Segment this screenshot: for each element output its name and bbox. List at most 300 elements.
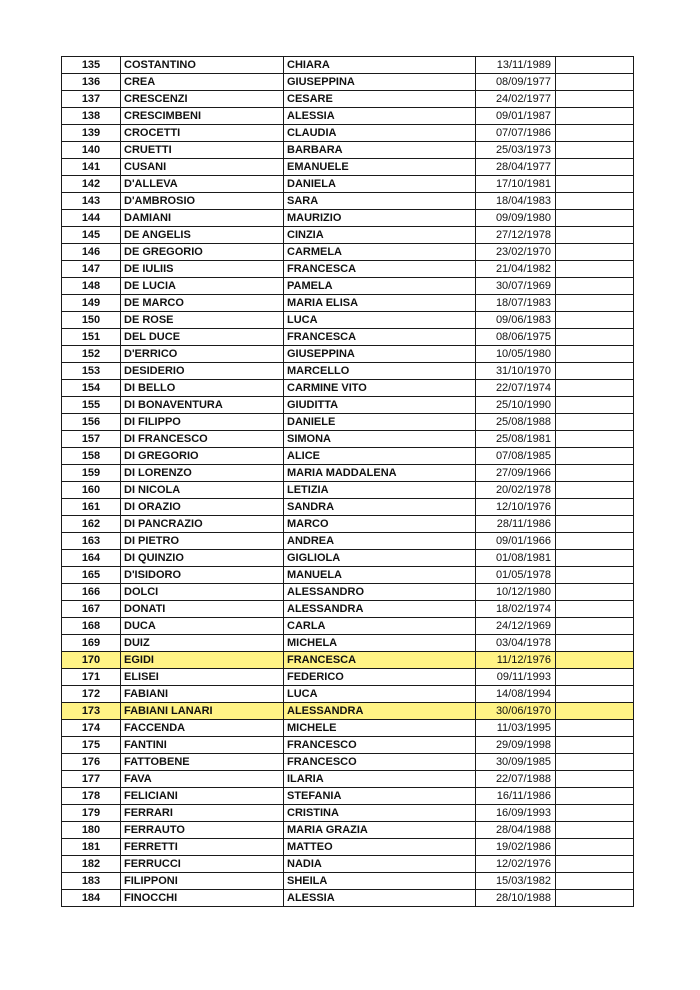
first-name-cell: DANIELE — [284, 414, 476, 431]
birth-date-cell: 14/08/1994 — [476, 686, 556, 703]
first-name-cell: STEFANIA — [284, 788, 476, 805]
table-row — [62, 278, 634, 295]
first-name-cell: MARCO — [284, 516, 476, 533]
birth-date-cell: 25/10/1990 — [476, 397, 556, 414]
first-name-cell: ALICE — [284, 448, 476, 465]
first-name-cell: FRANCESCO — [284, 737, 476, 754]
empty-cell — [556, 516, 634, 533]
birth-date-cell: 10/05/1980 — [476, 346, 556, 363]
row-number: 176 — [62, 754, 121, 771]
surname-cell: DEL DUCE — [121, 329, 284, 346]
surname-cell: FILIPPONI — [121, 873, 284, 890]
surname-cell: DI PIETRO — [121, 533, 284, 550]
empty-cell — [556, 244, 634, 261]
birth-date-cell: 09/01/1966 — [476, 533, 556, 550]
empty-cell — [556, 669, 634, 686]
birth-date-cell: 20/02/1978 — [476, 482, 556, 499]
first-name-cell: CARMINE VITO — [284, 380, 476, 397]
birth-date-cell: 25/03/1973 — [476, 142, 556, 159]
empty-cell — [556, 193, 634, 210]
empty-cell — [556, 720, 634, 737]
table-row — [62, 363, 634, 380]
birth-date-cell: 15/03/1982 — [476, 873, 556, 890]
birth-date-cell: 12/10/1976 — [476, 499, 556, 516]
table-row-highlighted — [62, 652, 634, 669]
row-number: 156 — [62, 414, 121, 431]
surname-cell: D'ISIDORO — [121, 567, 284, 584]
first-name-cell: ALESSIA — [284, 890, 476, 907]
first-name-cell: MARIA ELISA — [284, 295, 476, 312]
empty-cell — [556, 686, 634, 703]
row-number: 157 — [62, 431, 121, 448]
first-name-cell: CARLA — [284, 618, 476, 635]
birth-date-cell: 28/10/1988 — [476, 890, 556, 907]
row-number: 169 — [62, 635, 121, 652]
first-name-cell: MATTEO — [284, 839, 476, 856]
first-name-cell: MARIA GRAZIA — [284, 822, 476, 839]
empty-cell — [556, 227, 634, 244]
surname-cell: DONATI — [121, 601, 284, 618]
table-row — [62, 805, 634, 822]
first-name-cell: ANDREA — [284, 533, 476, 550]
empty-cell — [556, 771, 634, 788]
surname-cell: CRESCENZI — [121, 91, 284, 108]
first-name-cell: GIGLIOLA — [284, 550, 476, 567]
surname-cell: DI BELLO — [121, 380, 284, 397]
surname-cell: DI QUINZIO — [121, 550, 284, 567]
empty-cell — [556, 210, 634, 227]
table-row — [62, 788, 634, 805]
row-number: 136 — [62, 74, 121, 91]
surname-cell: DE ANGELIS — [121, 227, 284, 244]
table-row — [62, 890, 634, 907]
first-name-cell: GIUSEPPINA — [284, 74, 476, 91]
empty-cell — [556, 125, 634, 142]
birth-date-cell: 11/03/1995 — [476, 720, 556, 737]
row-number: 147 — [62, 261, 121, 278]
empty-cell — [556, 499, 634, 516]
row-number: 160 — [62, 482, 121, 499]
surname-cell: DUCA — [121, 618, 284, 635]
row-number: 174 — [62, 720, 121, 737]
empty-cell — [556, 584, 634, 601]
first-name-cell: ALESSIA — [284, 108, 476, 125]
table-row — [62, 720, 634, 737]
surname-cell: DI FILIPPO — [121, 414, 284, 431]
first-name-cell: NADIA — [284, 856, 476, 873]
table-row — [62, 414, 634, 431]
table-row — [62, 601, 634, 618]
first-name-cell: LUCA — [284, 686, 476, 703]
surname-cell: FERRAUTO — [121, 822, 284, 839]
table-row — [62, 74, 634, 91]
row-number: 145 — [62, 227, 121, 244]
table-row — [62, 839, 634, 856]
birth-date-cell: 19/02/1986 — [476, 839, 556, 856]
empty-cell — [556, 159, 634, 176]
first-name-cell: CRISTINA — [284, 805, 476, 822]
row-number: 142 — [62, 176, 121, 193]
empty-cell — [556, 142, 634, 159]
first-name-cell: ALESSANDRA — [284, 601, 476, 618]
first-name-cell: FEDERICO — [284, 669, 476, 686]
table-row — [62, 57, 634, 74]
birth-date-cell: 28/04/1988 — [476, 822, 556, 839]
row-number: 165 — [62, 567, 121, 584]
table-row — [62, 193, 634, 210]
birth-date-cell: 21/04/1982 — [476, 261, 556, 278]
surname-cell: DOLCI — [121, 584, 284, 601]
first-name-cell: BARBARA — [284, 142, 476, 159]
surname-cell: FERRARI — [121, 805, 284, 822]
table-row — [62, 295, 634, 312]
surname-cell: D'ALLEVA — [121, 176, 284, 193]
table-row — [62, 567, 634, 584]
table-row — [62, 482, 634, 499]
empty-cell — [556, 346, 634, 363]
first-name-cell: MARIA MADDALENA — [284, 465, 476, 482]
row-number: 148 — [62, 278, 121, 295]
birth-date-cell: 09/11/1993 — [476, 669, 556, 686]
birth-date-cell: 08/09/1977 — [476, 74, 556, 91]
birth-date-cell: 25/08/1981 — [476, 431, 556, 448]
surname-cell: DESIDERIO — [121, 363, 284, 380]
birth-date-cell: 18/02/1974 — [476, 601, 556, 618]
empty-cell — [556, 465, 634, 482]
birth-date-cell: 12/02/1976 — [476, 856, 556, 873]
row-number: 172 — [62, 686, 121, 703]
row-number: 182 — [62, 856, 121, 873]
empty-cell — [556, 805, 634, 822]
empty-cell — [556, 380, 634, 397]
table-row — [62, 737, 634, 754]
first-name-cell: FRANCESCA — [284, 329, 476, 346]
table-row — [62, 329, 634, 346]
row-number: 139 — [62, 125, 121, 142]
birth-date-cell: 28/11/1986 — [476, 516, 556, 533]
first-name-cell: ALESSANDRA — [284, 703, 476, 720]
first-name-cell: GIUSEPPINA — [284, 346, 476, 363]
empty-cell — [556, 176, 634, 193]
table-row-highlighted — [62, 703, 634, 720]
table-row — [62, 142, 634, 159]
table-row — [62, 397, 634, 414]
empty-cell — [556, 618, 634, 635]
surname-cell: D'AMBROSIO — [121, 193, 284, 210]
birth-date-cell: 11/12/1976 — [476, 652, 556, 669]
birth-date-cell: 07/07/1986 — [476, 125, 556, 142]
row-number: 179 — [62, 805, 121, 822]
row-number: 167 — [62, 601, 121, 618]
table-row — [62, 754, 634, 771]
surname-cell: D'ERRICO — [121, 346, 284, 363]
surname-cell: CROCETTI — [121, 125, 284, 142]
row-number: 162 — [62, 516, 121, 533]
surname-cell: DI FRANCESCO — [121, 431, 284, 448]
empty-cell — [556, 431, 634, 448]
surname-cell: DI NICOLA — [121, 482, 284, 499]
birth-date-cell: 09/01/1987 — [476, 108, 556, 125]
row-number: 154 — [62, 380, 121, 397]
table-row — [62, 635, 634, 652]
row-number: 183 — [62, 873, 121, 890]
table-row — [62, 261, 634, 278]
row-number: 181 — [62, 839, 121, 856]
surname-cell: EGIDI — [121, 652, 284, 669]
empty-cell — [556, 363, 634, 380]
birth-date-cell: 07/08/1985 — [476, 448, 556, 465]
empty-cell — [556, 108, 634, 125]
table-row — [62, 465, 634, 482]
birth-date-cell: 30/06/1970 — [476, 703, 556, 720]
surname-cell: DE IULIIS — [121, 261, 284, 278]
surname-cell: FACCENDA — [121, 720, 284, 737]
first-name-cell: MICHELE — [284, 720, 476, 737]
first-name-cell: EMANUELE — [284, 159, 476, 176]
table-row — [62, 244, 634, 261]
birth-date-cell: 01/08/1981 — [476, 550, 556, 567]
surname-cell: FABIANI — [121, 686, 284, 703]
table-row — [62, 516, 634, 533]
candidates-table — [61, 56, 634, 907]
row-number: 168 — [62, 618, 121, 635]
table-row — [62, 669, 634, 686]
birth-date-cell: 24/12/1969 — [476, 618, 556, 635]
empty-cell — [556, 856, 634, 873]
table-body — [62, 57, 634, 907]
row-number: 163 — [62, 533, 121, 550]
birth-date-cell: 13/11/1989 — [476, 57, 556, 74]
row-number: 173 — [62, 703, 121, 720]
surname-cell: FAVA — [121, 771, 284, 788]
row-number: 144 — [62, 210, 121, 227]
surname-cell: FINOCCHI — [121, 890, 284, 907]
row-number: 159 — [62, 465, 121, 482]
row-number: 140 — [62, 142, 121, 159]
empty-cell — [556, 703, 634, 720]
empty-cell — [556, 839, 634, 856]
first-name-cell: SIMONA — [284, 431, 476, 448]
empty-cell — [556, 601, 634, 618]
row-number: 138 — [62, 108, 121, 125]
table-row — [62, 159, 634, 176]
surname-cell: DI LORENZO — [121, 465, 284, 482]
birth-date-cell: 18/04/1983 — [476, 193, 556, 210]
row-number: 170 — [62, 652, 121, 669]
row-number: 171 — [62, 669, 121, 686]
row-number: 153 — [62, 363, 121, 380]
table-row — [62, 108, 634, 125]
first-name-cell: FRANCESCA — [284, 652, 476, 669]
empty-cell — [556, 635, 634, 652]
empty-cell — [556, 873, 634, 890]
first-name-cell: MARCELLO — [284, 363, 476, 380]
birth-date-cell: 25/08/1988 — [476, 414, 556, 431]
surname-cell: FELICIANI — [121, 788, 284, 805]
table-row — [62, 584, 634, 601]
surname-cell: CRESCIMBENI — [121, 108, 284, 125]
first-name-cell: CLAUDIA — [284, 125, 476, 142]
surname-cell: DI GREGORIO — [121, 448, 284, 465]
first-name-cell: SARA — [284, 193, 476, 210]
table-row — [62, 533, 634, 550]
surname-cell: DAMIANI — [121, 210, 284, 227]
surname-cell: CUSANI — [121, 159, 284, 176]
surname-cell: DE LUCIA — [121, 278, 284, 295]
table-row — [62, 346, 634, 363]
table-row — [62, 91, 634, 108]
first-name-cell: LETIZIA — [284, 482, 476, 499]
empty-cell — [556, 533, 634, 550]
empty-cell — [556, 737, 634, 754]
birth-date-cell: 30/09/1985 — [476, 754, 556, 771]
surname-cell: FABIANI LANARI — [121, 703, 284, 720]
empty-cell — [556, 278, 634, 295]
table-row — [62, 686, 634, 703]
empty-cell — [556, 550, 634, 567]
birth-date-cell: 18/07/1983 — [476, 295, 556, 312]
birth-date-cell: 08/06/1975 — [476, 329, 556, 346]
birth-date-cell: 22/07/1974 — [476, 380, 556, 397]
empty-cell — [556, 788, 634, 805]
row-number: 141 — [62, 159, 121, 176]
first-name-cell: ILARIA — [284, 771, 476, 788]
birth-date-cell: 16/11/1986 — [476, 788, 556, 805]
empty-cell — [556, 414, 634, 431]
first-name-cell: PAMELA — [284, 278, 476, 295]
birth-date-cell: 31/10/1970 — [476, 363, 556, 380]
table-row — [62, 227, 634, 244]
row-number: 137 — [62, 91, 121, 108]
empty-cell — [556, 261, 634, 278]
first-name-cell: SANDRA — [284, 499, 476, 516]
empty-cell — [556, 91, 634, 108]
birth-date-cell: 28/04/1977 — [476, 159, 556, 176]
table-row — [62, 873, 634, 890]
table-row — [62, 618, 634, 635]
table-row — [62, 499, 634, 516]
birth-date-cell: 09/09/1980 — [476, 210, 556, 227]
birth-date-cell: 10/12/1980 — [476, 584, 556, 601]
empty-cell — [556, 754, 634, 771]
row-number: 166 — [62, 584, 121, 601]
first-name-cell: MANUELA — [284, 567, 476, 584]
first-name-cell: CHIARA — [284, 57, 476, 74]
first-name-cell: FRANCESCA — [284, 261, 476, 278]
row-number: 164 — [62, 550, 121, 567]
row-number: 178 — [62, 788, 121, 805]
first-name-cell: FRANCESCO — [284, 754, 476, 771]
table-row — [62, 312, 634, 329]
empty-cell — [556, 448, 634, 465]
birth-date-cell: 17/10/1981 — [476, 176, 556, 193]
surname-cell: FANTINI — [121, 737, 284, 754]
row-number: 135 — [62, 57, 121, 74]
empty-cell — [556, 397, 634, 414]
table-row — [62, 448, 634, 465]
table-row — [62, 125, 634, 142]
birth-date-cell: 27/09/1966 — [476, 465, 556, 482]
surname-cell: FERRETTI — [121, 839, 284, 856]
row-number: 177 — [62, 771, 121, 788]
first-name-cell: CESARE — [284, 91, 476, 108]
table-row — [62, 176, 634, 193]
table-row — [62, 431, 634, 448]
table-row — [62, 380, 634, 397]
surname-cell: CRUETTI — [121, 142, 284, 159]
row-number: 184 — [62, 890, 121, 907]
empty-cell — [556, 312, 634, 329]
first-name-cell: MICHELA — [284, 635, 476, 652]
table-row — [62, 550, 634, 567]
surname-cell: DI ORAZIO — [121, 499, 284, 516]
first-name-cell: ALESSANDRO — [284, 584, 476, 601]
surname-cell: CREA — [121, 74, 284, 91]
first-name-cell: CARMELA — [284, 244, 476, 261]
surname-cell: DUIZ — [121, 635, 284, 652]
surname-cell: DE GREGORIO — [121, 244, 284, 261]
row-number: 158 — [62, 448, 121, 465]
birth-date-cell: 09/06/1983 — [476, 312, 556, 329]
first-name-cell: SHEILA — [284, 873, 476, 890]
birth-date-cell: 24/02/1977 — [476, 91, 556, 108]
first-name-cell: LUCA — [284, 312, 476, 329]
birth-date-cell: 03/04/1978 — [476, 635, 556, 652]
row-number: 180 — [62, 822, 121, 839]
empty-cell — [556, 652, 634, 669]
empty-cell — [556, 482, 634, 499]
empty-cell — [556, 890, 634, 907]
row-number: 143 — [62, 193, 121, 210]
surname-cell: FATTOBENE — [121, 754, 284, 771]
birth-date-cell: 23/02/1970 — [476, 244, 556, 261]
first-name-cell: CINZIA — [284, 227, 476, 244]
empty-cell — [556, 74, 634, 91]
row-number: 146 — [62, 244, 121, 261]
surname-cell: DI BONAVENTURA — [121, 397, 284, 414]
table-row — [62, 822, 634, 839]
first-name-cell: DANIELA — [284, 176, 476, 193]
row-number: 161 — [62, 499, 121, 516]
empty-cell — [556, 567, 634, 584]
row-number: 152 — [62, 346, 121, 363]
birth-date-cell: 22/07/1988 — [476, 771, 556, 788]
surname-cell: DE ROSE — [121, 312, 284, 329]
row-number: 150 — [62, 312, 121, 329]
table-row — [62, 210, 634, 227]
empty-cell — [556, 295, 634, 312]
row-number: 155 — [62, 397, 121, 414]
row-number: 175 — [62, 737, 121, 754]
birth-date-cell: 16/09/1993 — [476, 805, 556, 822]
surname-cell: ELISEI — [121, 669, 284, 686]
surname-cell: DI PANCRAZIO — [121, 516, 284, 533]
surname-cell: DE MARCO — [121, 295, 284, 312]
empty-cell — [556, 822, 634, 839]
table-row — [62, 771, 634, 788]
birth-date-cell: 30/07/1969 — [476, 278, 556, 295]
empty-cell — [556, 329, 634, 346]
birth-date-cell: 01/05/1978 — [476, 567, 556, 584]
empty-cell — [556, 57, 634, 74]
table-row — [62, 856, 634, 873]
birth-date-cell: 27/12/1978 — [476, 227, 556, 244]
surname-cell: COSTANTINO — [121, 57, 284, 74]
first-name-cell: MAURIZIO — [284, 210, 476, 227]
row-number: 149 — [62, 295, 121, 312]
row-number: 151 — [62, 329, 121, 346]
surname-cell: FERRUCCI — [121, 856, 284, 873]
